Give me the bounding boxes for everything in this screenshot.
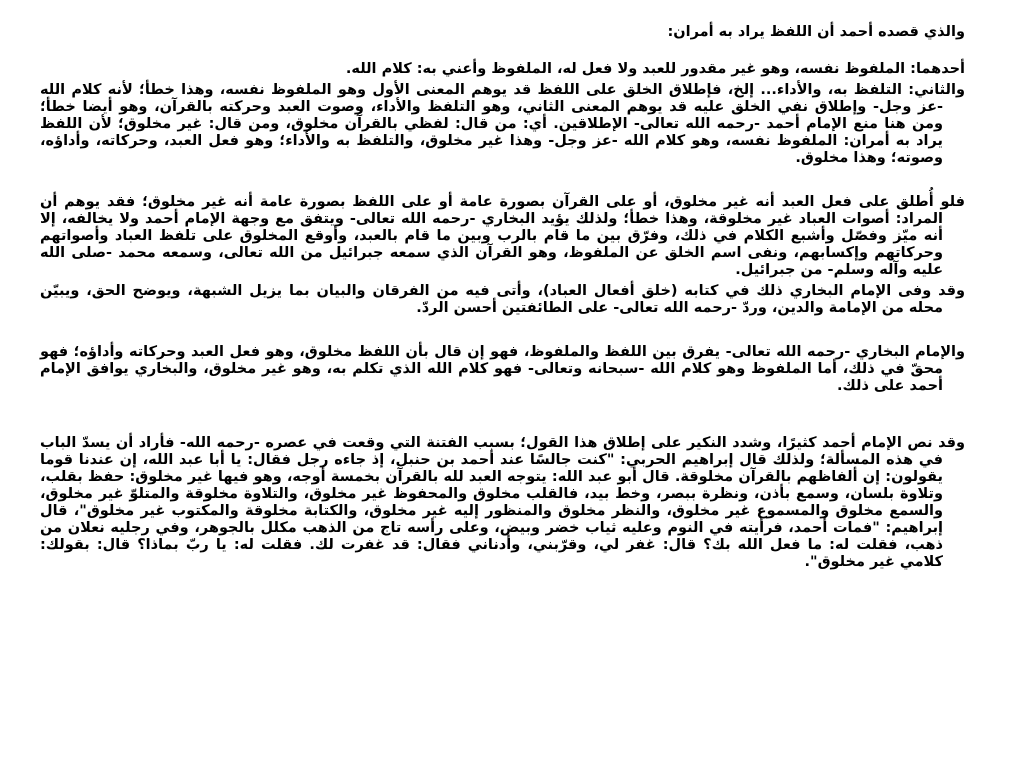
paragraph-ahmad-narration: وقد نص الإمام أحمد كثيرًا، وشدد النكير على إطلاق هذا القول؛ بسبب الفتنة التي وقعت في عصره -رحمه الله- فأراد أن يسدّ الباب في هذه المسألة؛ ولذلك قال إبراهيم الحربي: "كنت جالسًا عند أحمد بن حنبل، إذ جاءه رجل فقال: يا أبا عبد الله، إن عندنا قوما يقولون: إن ألفاظهم بالقرآن مخلوقة. قال أبو عبد الله: يتوجه العبد لله بالقرآن بخمسة أوجه، وهو فيها غير مخلوق: حفظ بقلب، وتلاوة بلسان، وسمع بأذن، ونظرة ببصر، وخط بيد، فالقلب مخلوق والمحفوظ غير مخلوق، والتلاوة مخلوقة والمتلوّ غير مخلوق، والسمع مخلوق والمسموع غير مخلوق، والنظر مخلوق والمنظور إليه غير مخلوق، والكتابة مخلوقة والمكتوب غير مخلوق"، قال إبراهيم: "فمات أحمد، فرأيته في النوم وعليه ثياب خضر وبيض، وعلى رأسه تاج من الذهب مكلل بالجوهر، وفي رجليه نعلان من ذهب، فقلت له: ما فعل الله بك؟ قال: غفر لي، وقرّبني، وأدناني فقال: قد غفرت لك. فقلت له: يا ربّ بماذا؟ قال: بقولك: كلامي غير مخلوق". <box>40 435 965 570</box>
document-heading: والذي قصده أحمد أن اللفظ يراد به أمران: <box>667 24 965 40</box>
document-page <box>40 24 965 571</box>
paragraph-second-meaning: والثاني: التلفظ به، والأداء... إلخ، فإطلاق الخلق على اللفظ قد يوهم المعنى الأول وهو الملفوظ نفسه، وهذا خطأ؛ لأنه كلام الله -عز وجل- وإطلاق نفي الخلق عليه قد يوهم المعنى الثاني، وهو التلفظ والأداء، وصوت العبد وحركته بالقرآن، وهو أيضا خطأ؛ ومن هنا منع الإمام أحمد -رحمه الله تعالى- الإطلاقين. أي: من قال: لفظي بالقرآن مخلوق، ومن قال: غير مخلوق؛ لأن اللفظ يراد به أمران: الملفوظ نفسه، وهو كلام الله -عز وجل- وهذا غير مخلوق، والتلفظ به والأداء؛ وهو فعل العبد، وحركاته، وأداؤه، وصوته؛ وهذا مخلوق. <box>40 82 965 166</box>
paragraph-bukhari-book: وقد وفى الإمام البخاري ذلك في كتابه (خلق أفعال العباد)، وأتى فيه من الفرقان والبيان بما يزيل الشبهة، ويوضح الحق، ويبيّن محله من الإمامة والدين، وردّ -رحمه الله تعالى- على الطائفتين أحسن الردّ. <box>40 283 965 316</box>
paragraph-first-meaning: أحدهما: الملفوظ نفسه، وهو غير مقدور للعبد ولا فعل له، الملفوظ وأعني به: كلام الله. <box>345 61 965 77</box>
paragraph-generalization: فلو أُطلق على فعل العبد أنه غير مخلوق، أو على القرآن بصورة عامة أو على اللفظ بصورة عامة أنه غير مخلوق؛ فقد يوهم أن المراد: أصوات العباد غير مخلوقة، وهذا خطأ؛ ولذلك يؤيد البخاري -رحمه الله تعالى- ويتفق مع وجهة الإمام أحمد ولا يخالفه، إلا أنه ميّز وفصّل وأشبع الكلام في ذلك، وفرّق بين ما قام بالرب وبين ما قام بالعبد، وأوقع المخلوق على تلفظ العباد وأصواتهم وحركاتهم وإكسابهم، ونفى اسم الخلق عن الملفوظ، وهو القرآن الذي سمعه جبرائيل من الله تعالى، وسمعه محمد -صلى الله عليه وآله وسلم- من جبرائيل. <box>40 194 965 278</box>
paragraph-bukhari-distinction: والإمام البخاري -رحمه الله تعالى- يفرق بين اللفظ والملفوظ، فهو إن قال بأن اللفظ مخلوق، وهو فعل العبد وحركاته وأداؤه؛ فهو محقّ في ذلك، أما الملفوظ وهو كلام الله -سبحانه وتعالى- فهو كلام الله الذي تكلم به، وهو غير مخلوق، والبخاري يوافق الإمام أحمد على ذلك. <box>40 344 965 394</box>
